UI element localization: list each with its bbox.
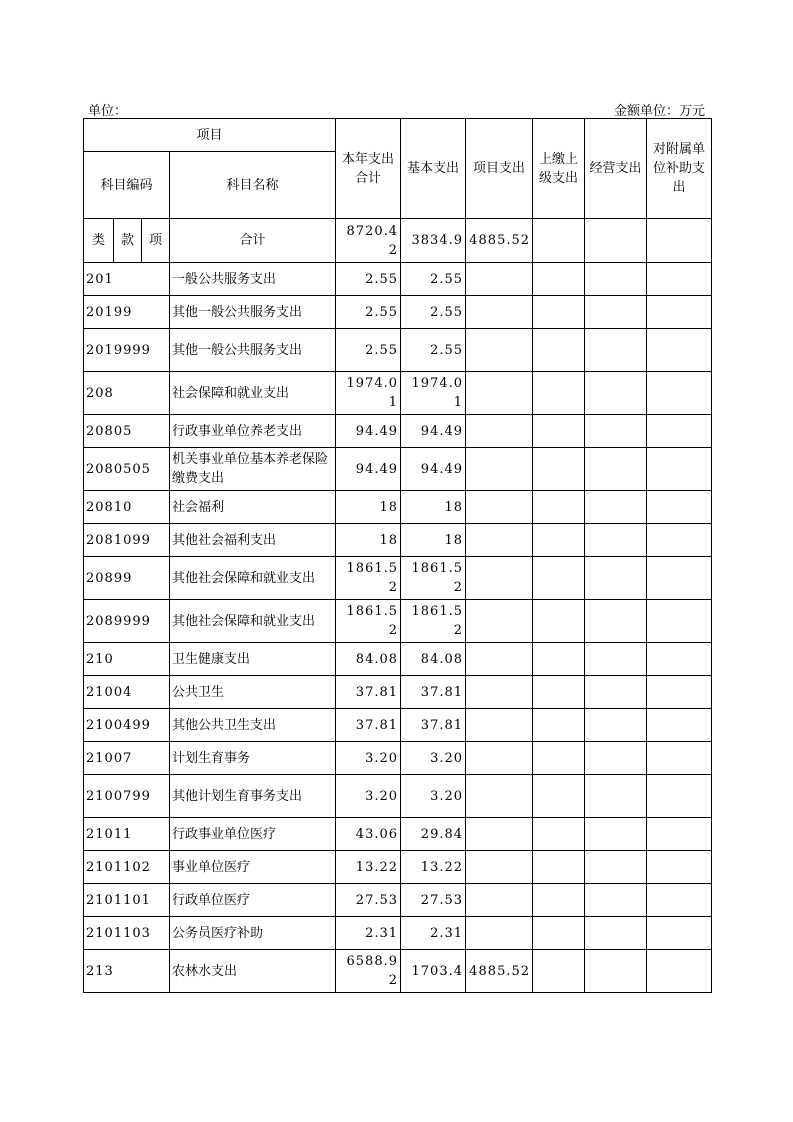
subsidiary-amount — [647, 643, 712, 676]
basic-amount: 94.49 — [401, 415, 466, 448]
subsidiary-amount — [647, 851, 712, 884]
project-amount — [466, 263, 533, 296]
table-row — [84, 742, 712, 775]
upper-amount — [533, 263, 585, 296]
subject-name: 社会保障和就业支出 — [170, 372, 336, 415]
upper-amount — [533, 557, 585, 600]
upper-amount — [533, 491, 585, 524]
table-row — [84, 709, 712, 742]
subsidiary-amount — [647, 676, 712, 709]
expenditure-table — [83, 118, 712, 993]
subject-name: 公务员医疗补助 — [170, 917, 336, 950]
upper-amount — [533, 676, 585, 709]
subject-code: 2101102 — [84, 851, 170, 884]
subsidiary-amount — [647, 296, 712, 329]
subject-code: 21011 — [84, 818, 170, 851]
subject-code: 201 — [84, 263, 170, 296]
header-name: 科目名称 — [170, 152, 336, 219]
total-amount: 13.22 — [336, 851, 401, 884]
subsidiary-amount — [647, 557, 712, 600]
table-row — [84, 884, 712, 917]
subject-code: 20899 — [84, 557, 170, 600]
business-amount — [585, 448, 647, 491]
table-row — [84, 524, 712, 557]
subject-code: 2101103 — [84, 917, 170, 950]
amount-unit-label: 金额单位：万元 — [613, 104, 705, 119]
subject-name: 行政单位医疗 — [170, 884, 336, 917]
summary-project: 4885.52 — [466, 219, 533, 263]
header-subsidiary: 对附属单位补助支出 — [647, 119, 712, 219]
subject-name: 其他一般公共服务支出 — [170, 296, 336, 329]
subject-name: 社会福利 — [170, 491, 336, 524]
upper-amount — [533, 775, 585, 818]
subject-name: 行政事业单位养老支出 — [170, 415, 336, 448]
business-amount — [585, 372, 647, 415]
subject-name: 其他社会保障和就业支出 — [170, 557, 336, 600]
total-amount: 1861.52 — [336, 557, 401, 600]
upper-amount — [533, 600, 585, 643]
subject-name: 其他社会福利支出 — [170, 524, 336, 557]
project-amount — [466, 448, 533, 491]
basic-amount: 37.81 — [401, 676, 466, 709]
business-amount — [585, 709, 647, 742]
project-amount — [466, 709, 533, 742]
subject-code: 2100799 — [84, 775, 170, 818]
business-amount — [585, 676, 647, 709]
table-row — [84, 917, 712, 950]
summary-subsidiary — [647, 219, 712, 263]
business-amount — [585, 917, 647, 950]
project-amount — [466, 775, 533, 818]
basic-amount: 2.55 — [401, 329, 466, 372]
basic-amount: 1974.01 — [401, 372, 466, 415]
basic-amount: 2.31 — [401, 917, 466, 950]
upper-amount — [533, 742, 585, 775]
header-item: 项目 — [84, 119, 336, 152]
subsidiary-amount — [647, 372, 712, 415]
upper-amount — [533, 818, 585, 851]
subsidiary-amount — [647, 950, 712, 993]
header-project: 项目支出 — [466, 119, 533, 219]
subject-code: 2019999 — [84, 329, 170, 372]
basic-amount: 3.20 — [401, 775, 466, 818]
table-row — [84, 557, 712, 600]
subject-name: 其他一般公共服务支出 — [170, 329, 336, 372]
subject-name: 其他社会保障和就业支出 — [170, 600, 336, 643]
header-total: 本年支出合计 — [336, 119, 401, 219]
basic-amount: 2.55 — [401, 263, 466, 296]
project-amount — [466, 643, 533, 676]
total-amount: 2.31 — [336, 917, 401, 950]
total-amount: 18 — [336, 491, 401, 524]
total-amount: 94.49 — [336, 448, 401, 491]
project-amount — [466, 818, 533, 851]
project-amount — [466, 415, 533, 448]
business-amount — [585, 775, 647, 818]
table-row — [84, 263, 712, 296]
basic-amount: 18 — [401, 491, 466, 524]
subject-code: 2080505 — [84, 448, 170, 491]
upper-amount — [533, 950, 585, 993]
project-amount — [466, 296, 533, 329]
basic-amount: 27.53 — [401, 884, 466, 917]
total-amount: 2.55 — [336, 329, 401, 372]
table-row — [84, 491, 712, 524]
project-amount — [466, 557, 533, 600]
table-row — [84, 600, 712, 643]
total-amount: 43.06 — [336, 818, 401, 851]
basic-amount: 1703.4 — [401, 950, 466, 993]
subject-code: 213 — [84, 950, 170, 993]
subject-name: 计划生育事务 — [170, 742, 336, 775]
subject-code: 20810 — [84, 491, 170, 524]
subject-code: 2101101 — [84, 884, 170, 917]
project-amount — [466, 372, 533, 415]
subject-name: 卫生健康支出 — [170, 643, 336, 676]
table-row — [84, 676, 712, 709]
subject-name: 一般公共服务支出 — [170, 263, 336, 296]
upper-amount — [533, 917, 585, 950]
table-row — [84, 329, 712, 372]
business-amount — [585, 329, 647, 372]
project-amount — [466, 491, 533, 524]
table-row — [84, 851, 712, 884]
basic-amount: 94.49 — [401, 448, 466, 491]
upper-amount — [533, 709, 585, 742]
subsidiary-amount — [647, 884, 712, 917]
subject-name: 其他计划生育事务支出 — [170, 775, 336, 818]
subsidiary-amount — [647, 600, 712, 643]
total-amount: 2.55 — [336, 263, 401, 296]
business-amount — [585, 296, 647, 329]
total-amount: 37.81 — [336, 709, 401, 742]
subject-code: 20199 — [84, 296, 170, 329]
project-amount — [466, 524, 533, 557]
table-row — [84, 448, 712, 491]
total-amount: 27.53 — [336, 884, 401, 917]
total-amount: 1974.01 — [336, 372, 401, 415]
subsidiary-amount — [647, 524, 712, 557]
total-amount: 84.08 — [336, 643, 401, 676]
total-amount: 2.55 — [336, 296, 401, 329]
header-upper: 上缴上级支出 — [533, 119, 585, 219]
basic-amount: 2.55 — [401, 296, 466, 329]
summary-business — [585, 219, 647, 263]
summary-total: 8720.42 — [336, 219, 401, 263]
table-row — [84, 296, 712, 329]
business-amount — [585, 263, 647, 296]
subject-code: 210 — [84, 643, 170, 676]
unit-label: 单位： — [88, 104, 128, 119]
header-code: 科目编码 — [84, 152, 170, 219]
business-amount — [585, 557, 647, 600]
subject-code: 20805 — [84, 415, 170, 448]
business-amount — [585, 415, 647, 448]
header-basic: 基本支出 — [401, 119, 466, 219]
basic-amount: 84.08 — [401, 643, 466, 676]
business-amount — [585, 524, 647, 557]
header-xiang: 项 — [142, 219, 170, 263]
header-kuan: 款 — [114, 219, 142, 263]
subject-name: 其他公共卫生支出 — [170, 709, 336, 742]
subject-code: 2081099 — [84, 524, 170, 557]
upper-amount — [533, 643, 585, 676]
upper-amount — [533, 448, 585, 491]
upper-amount — [533, 296, 585, 329]
basic-amount: 1861.52 — [401, 600, 466, 643]
basic-amount: 3.20 — [401, 742, 466, 775]
subject-code: 208 — [84, 372, 170, 415]
project-amount — [466, 851, 533, 884]
project-amount — [466, 742, 533, 775]
business-amount — [585, 491, 647, 524]
business-amount — [585, 950, 647, 993]
business-amount — [585, 643, 647, 676]
upper-amount — [533, 884, 585, 917]
business-amount — [585, 742, 647, 775]
subsidiary-amount — [647, 742, 712, 775]
header-business: 经营支出 — [585, 119, 647, 219]
table-row — [84, 775, 712, 818]
subject-name: 行政事业单位医疗 — [170, 818, 336, 851]
subject-name: 公共卫生 — [170, 676, 336, 709]
subject-code: 21007 — [84, 742, 170, 775]
upper-amount — [533, 524, 585, 557]
subsidiary-amount — [647, 329, 712, 372]
summary-row — [84, 219, 712, 263]
table-row — [84, 950, 712, 993]
project-amount — [466, 600, 533, 643]
business-amount — [585, 818, 647, 851]
business-amount — [585, 600, 647, 643]
upper-amount — [533, 329, 585, 372]
table-row — [84, 372, 712, 415]
project-amount — [466, 329, 533, 372]
total-amount: 37.81 — [336, 676, 401, 709]
subsidiary-amount — [647, 263, 712, 296]
basic-amount: 29.84 — [401, 818, 466, 851]
total-amount: 6588.92 — [336, 950, 401, 993]
subject-code: 2100499 — [84, 709, 170, 742]
subject-code: 2089999 — [84, 600, 170, 643]
project-amount: 4885.52 — [466, 950, 533, 993]
business-amount — [585, 884, 647, 917]
total-amount: 18 — [336, 524, 401, 557]
subject-name: 农林水支出 — [170, 950, 336, 993]
subsidiary-amount — [647, 415, 712, 448]
project-amount — [466, 676, 533, 709]
subject-code: 21004 — [84, 676, 170, 709]
total-amount: 3.20 — [336, 775, 401, 818]
summary-basic: 3834.9 — [401, 219, 466, 263]
business-amount — [585, 851, 647, 884]
summary-upper — [533, 219, 585, 263]
project-amount — [466, 917, 533, 950]
basic-amount: 37.81 — [401, 709, 466, 742]
subsidiary-amount — [647, 709, 712, 742]
table-row — [84, 818, 712, 851]
upper-amount — [533, 851, 585, 884]
header-lei: 类 — [84, 219, 114, 263]
total-amount: 94.49 — [336, 415, 401, 448]
upper-amount — [533, 372, 585, 415]
basic-amount: 18 — [401, 524, 466, 557]
subject-name: 机关事业单位基本养老保险缴费支出 — [170, 448, 336, 491]
subsidiary-amount — [647, 448, 712, 491]
subsidiary-amount — [647, 775, 712, 818]
total-amount: 1861.52 — [336, 600, 401, 643]
table-row — [84, 643, 712, 676]
basic-amount: 1861.52 — [401, 557, 466, 600]
total-amount: 3.20 — [336, 742, 401, 775]
basic-amount: 13.22 — [401, 851, 466, 884]
summary-label: 合计 — [170, 219, 336, 263]
subject-name: 事业单位医疗 — [170, 851, 336, 884]
project-amount — [466, 884, 533, 917]
subsidiary-amount — [647, 917, 712, 950]
table-row — [84, 415, 712, 448]
upper-amount — [533, 415, 585, 448]
subsidiary-amount — [647, 491, 712, 524]
subsidiary-amount — [647, 818, 712, 851]
